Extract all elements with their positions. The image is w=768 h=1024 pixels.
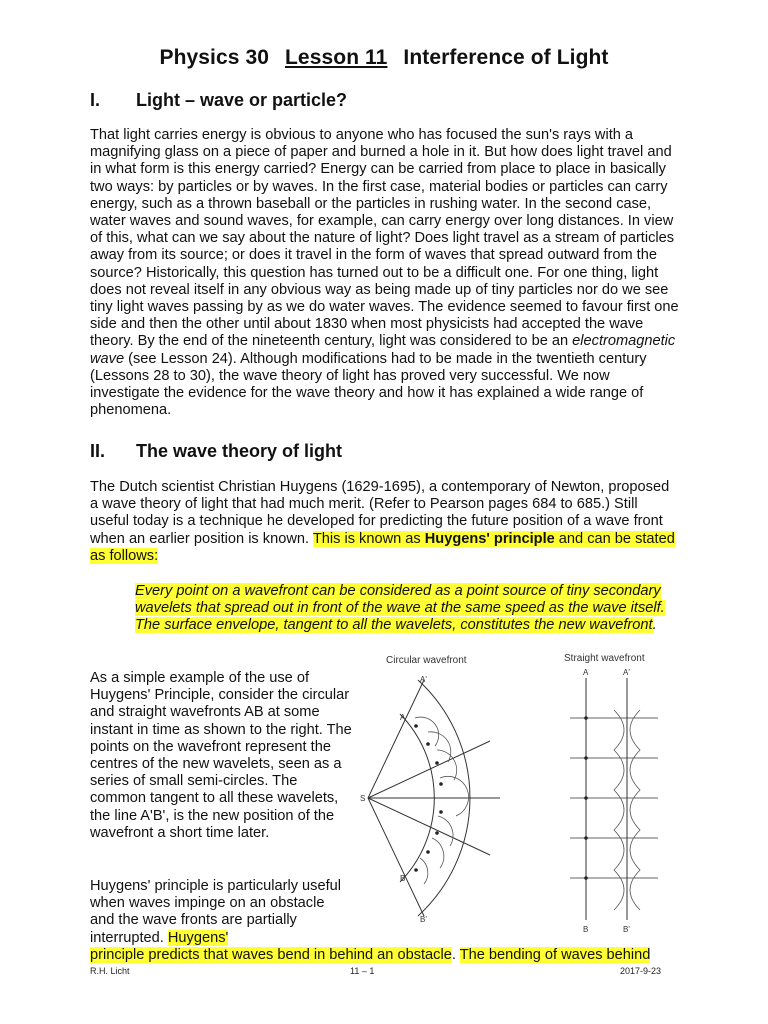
highlight-known-as: This is known as: [312, 530, 425, 547]
bottom-period: .: [451, 947, 460, 963]
wavelet-source-dot: [439, 782, 443, 786]
lesson-topic: Interference of Light: [403, 46, 609, 69]
circular-wavefront-label: Circular wavefront: [386, 655, 467, 666]
footer-author: R.H. Licht: [90, 966, 130, 976]
section-2-title: The wave theory of light: [136, 441, 343, 461]
label-a-circular: A: [400, 713, 406, 722]
ray-lower: [368, 798, 424, 916]
highlight-huygens-principle: Huygens' principle: [424, 530, 555, 547]
course-name: Physics 30: [159, 46, 270, 69]
wavelet-source-dot: [439, 810, 443, 814]
wavelet: [432, 838, 444, 868]
straight-wavefront-figure: [564, 653, 658, 934]
wavelet: [440, 776, 469, 816]
wavelet-source-dot: [584, 836, 588, 840]
huygens-wavefront-diagram: [352, 648, 692, 944]
label-b-prime-straight: B': [623, 925, 630, 934]
section-2-number: II.: [90, 441, 106, 461]
straight-wavefront-label: Straight wavefront: [564, 653, 645, 664]
wavelet-source-dot: [584, 716, 588, 720]
wavelet: [420, 858, 428, 884]
section-1-italic-term: electromagnetic wave: [90, 333, 676, 367]
principle-text: Every point on a wavefront can be considered as a point source of tiny secondary wavelets that spread out in front of the wave at the same speed as the wave itself. The surface envelope, tangent to all the wavelets, constitutes the new wavefront: [135, 583, 665, 634]
straight-wavelets-left: [614, 710, 624, 910]
huygens-intro: The Dutch scientist Christian Huygens (1629-1695), a contemporary of Newton, proposed a wave theory of light that had much merit. (Refer to Pearson pages 684 to 685.) Still useful today is a technique he developed for predicting the future position of a wave front when an earlier position is known.: [90, 479, 670, 547]
wavelet-source-dot: [435, 831, 439, 835]
wavelet: [438, 816, 453, 846]
highlight-huygens: Huygens': [167, 929, 229, 946]
section-2-heading: [90, 441, 342, 462]
section-1-paragraph: [90, 127, 680, 419]
circular-wavefront-figure: [360, 655, 500, 924]
huygens-principle-statement: [135, 583, 680, 635]
section-1-text-after: (see Lesson 24). Although modifications had to be made in the twentieth century (Lessons 28 to 30), the wave theory of light has proved very successful. We now investigate the evidence for the wave theory and how it has explained a wide range of phenomena.: [90, 350, 647, 419]
principle-period: .: [652, 617, 657, 634]
bottom-line: [90, 947, 690, 964]
highlight-bend-behind-obstacle: principle predicts that waves bend in behind an obstacle: [90, 947, 452, 963]
section-1-title: Light – wave or particle?: [136, 90, 348, 110]
wavelet: [415, 717, 439, 746]
label-s-circular: S: [360, 794, 366, 803]
obstacle-text: Huygens' principle is particularly useful when waves impinge on an obstacle and the wave fronts are partially interrupted.: [90, 878, 341, 946]
wavelet-source-dot: [584, 876, 588, 880]
label-b-circular: B: [400, 874, 406, 883]
wavelet-source-dot: [584, 796, 588, 800]
section-1-text-before: That light carries energy is obvious to anyone who has focused the sun's rays with a magnifying glass on a piece of paper and burned a hole in it. But how does light travel and in what form is this energy carried? Energy can be carried from place to place in basically two ways: by particles or by waves. In the first case, material bodies or particles can carry energy, such as a thrown baseball or the particles in rushing water. In the second case, water waves and sound waves, for example, can carry energy over long distances. In view of this, what can we say about the nature of light? Does light travel as a stream of particles away from its source; or does it travel in the form of waves that spread outward from the source? Historically, this question has turned out to be a difficult one. For one thing, light does not reveal itself in any obvious way as being made up of tiny particles nor do we see tiny light waves passing by as we do water waves. The evidence seemed to favour first one side and then the other until about 1830 when most physicists had accepted the wave theory. By the end of the nineteenth century, light was considered to be an: [90, 127, 679, 350]
footer-page-number: 11 – 1: [350, 966, 375, 976]
example-text: As a simple example of the use of Huygens' Principle, consider the circular and straight wavefronts AB at some instant in time as shown to the right. The points on the wavefront represent the centres of the new wavelets, seen as a series of small semi-circles. The common tangent to all these wavelets, the line A'B', is the new position of the wavefront a short time later.: [90, 670, 352, 841]
label-b-prime-circular: B': [420, 915, 427, 924]
section-1-heading: [90, 90, 347, 111]
label-a-straight: A: [583, 668, 589, 677]
highlight-bending-of-waves: The bending of waves behind: [459, 947, 651, 963]
ray-upper: [368, 680, 424, 798]
wavelet: [428, 732, 451, 762]
obstacle-paragraph: [90, 878, 352, 947]
section-2-paragraph: [90, 479, 680, 565]
label-a-prime-circular: A': [420, 675, 427, 684]
label-a-prime-straight: A': [623, 668, 630, 677]
wavelet-source-dot: [414, 724, 418, 728]
wavelet-source-dot: [414, 868, 418, 872]
label-b-straight: B: [583, 925, 589, 934]
wavelet-source-dot: [584, 756, 588, 760]
ray-mid-upper: [368, 741, 490, 798]
section-1-number: I.: [90, 90, 101, 110]
wavelet-source-dot: [435, 761, 439, 765]
footer-date: 2017-9-23: [620, 966, 662, 976]
lesson-number: Lesson 11: [285, 46, 388, 69]
highlight-stated-as: and can be stated as follows:: [90, 530, 675, 564]
example-paragraph: [90, 670, 352, 842]
wavelet-source-dot: [426, 742, 430, 746]
page-title: [0, 46, 768, 70]
straight-wavelets-right: [630, 710, 640, 910]
wavelet-source-dot: [426, 850, 430, 854]
wavelet: [437, 750, 457, 780]
ray-mid-lower: [368, 798, 490, 855]
